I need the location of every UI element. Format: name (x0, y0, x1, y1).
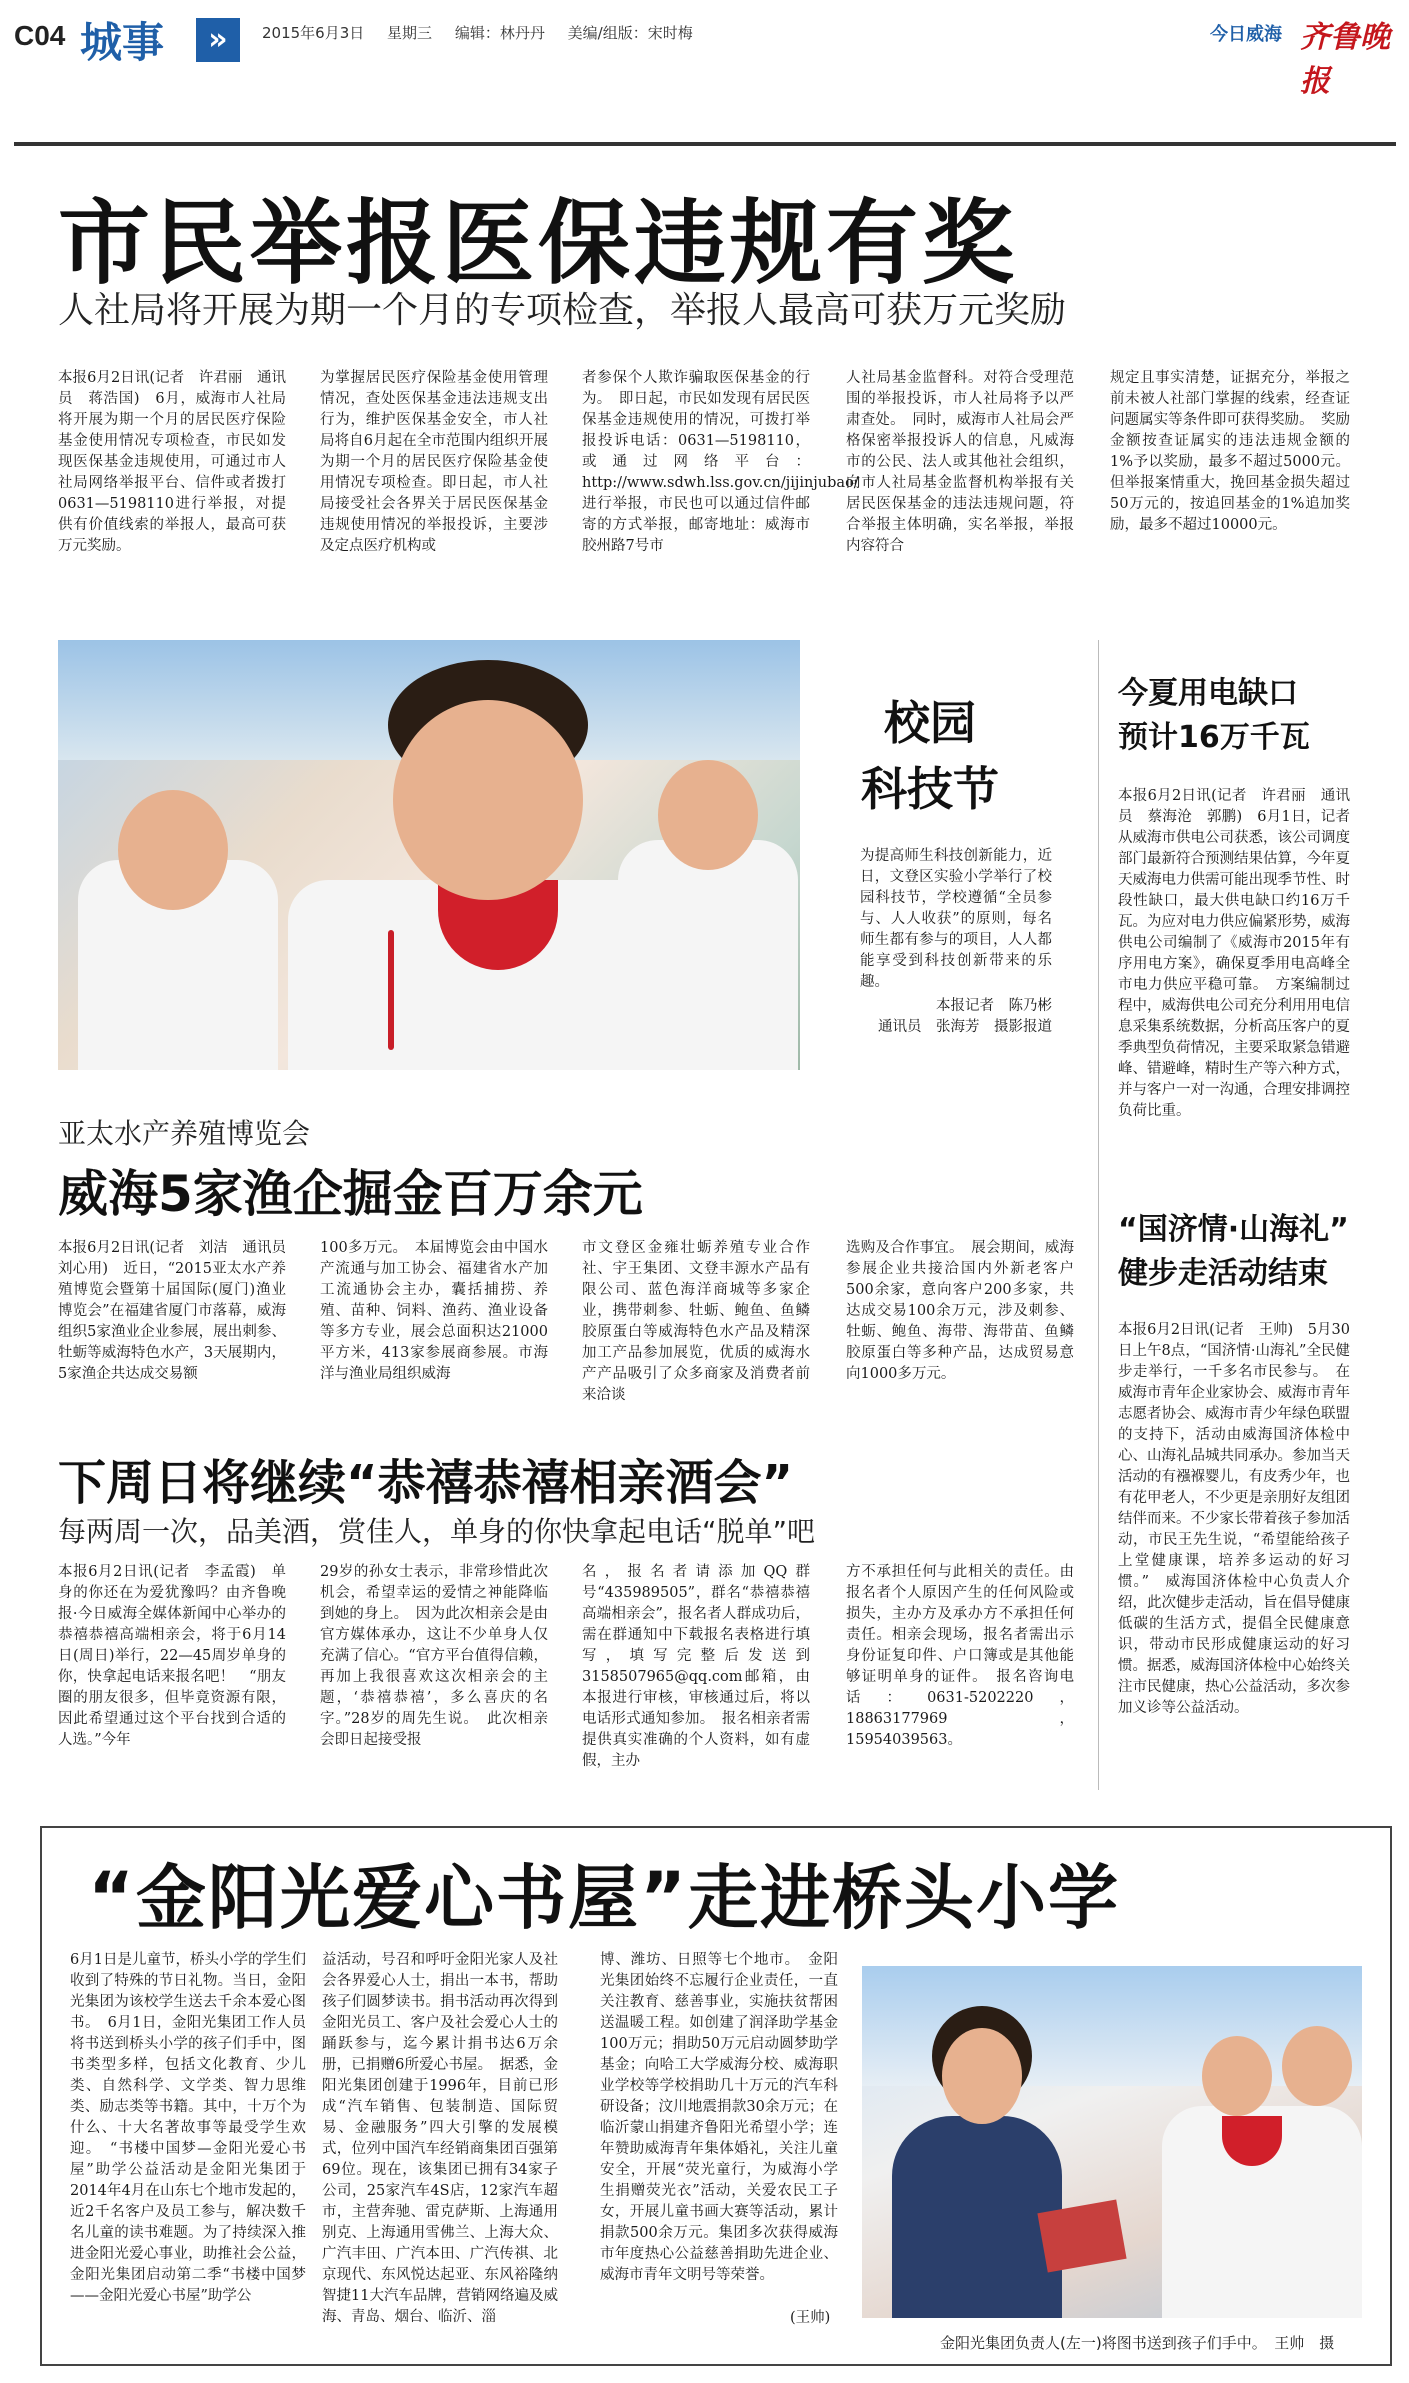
issue-weekday: 星期三 (387, 24, 433, 42)
lead-column-4: 人社局基金监督科。对符合受理范围的举报投诉，市人社局将予以严肃查处。 同时，威海市人社局会严格保密举报投诉人的信息，凡威海市的公民、法人或其他社会组织，向市人社局基金监督机构举报有关居民医保基金的违法违规问题，符合举报主体明确，实名举报，举报内容符合 (846, 370, 1074, 554)
issue-designer: 美编/组版：宋时梅 (567, 24, 693, 42)
book-column-1: 6月1日是儿童节，桥头小学的学生们收到了特殊的节日礼物。当日，金阳光集团为该校学生送去千余本爱心图书。 6月1日，金阳光集团工作人员将书送到桥头小学的孩子们手中，图书类型多样，包括文化教育、少儿类、自然科学、文学类、智力思维类、励志类等书籍。其中，十万个为什么、十大名著故事等最受学生欢迎。 “书楼中国梦—金阳光爱心书屋”助学公益活动是金阳光集团于2014年4月在山东七个地市发起的，近2千名客户及员工参与，解决数千名儿童的读书难题。为了持续深入推进金阳光爱心事业，助推社会公益，金阳光集团启动第二季“书楼中国梦——金阳光爱心书屋”助学公 (70, 1952, 306, 2304)
walk-body: 本报6月2日讯(记者 王帅) 5月30日上午8点，“国济情·山海礼”全民健步走举行，一千多名市民参与。 在威海市青年企业家协会、威海市青年志愿者协会、威海市青少年绿色联盟的支持下，活动由威海国济体检中心、山海礼品城共同承办。参加当天活动的有襁褓婴儿，有皮秀少年，也有花甲老人，不少更是亲朋好友组团结伴而来。不少家长带着孩子参加活动，市民王先生说，“希望能给孩子上堂健康课，培养多运动的好习惯。” 威海国济体检中心负责人介绍，此次健步走活动，旨在倡导健康低碳的生活方式，提倡全民健康意识，带动市民形成健康运动的好习惯。据悉，威海国济体检中心始终关注市民健康，热心公益活动，多次参加义诊等公益活动。 (1118, 1322, 1350, 1716)
walk-headline-line1: “国济情·山海礼” (1118, 1212, 1349, 1247)
book-column-2: 益活动，号召和呼吁金阳光家人及社会各界爱心人士，捐出一本书，帮助孩子们圆梦读书。捐书活动再次得到金阳光员工、客户及社会爱心人士的踊跃参与，迄今累计捐书达6万余册，已捐赠6所爱心书屋。 据悉，金阳光集团创建于1996年，目前已形成“汽车销售、包装制造、国际贸易、金融服务”四大引擎的发展模式，位列中国汽车经销商集团百强第69位。现在，该集团已拥有34家子公司，25家汽车4S店，12家汽车超市，主营奔驰、雷克萨斯、上海通用别克、上海通用雪佛兰、上海大众、广汽丰田、广汽本田、广汽传祺、北京现代、东风悦达起亚、东风裕隆纳智捷11大汽车品牌，营销网络遍及威海、青岛、烟台、临沂、淄 (322, 1952, 558, 2325)
lead-column-1: 本报6月2日讯(记者 许君丽 通讯员 蒋浩国) 6月，威海市人社局将开展为期一个月的居民医疗保险基金使用情况专项检查，市民如发现医保基金违规使用，可通过市人社局网络举报平台、信件或者拨打0631—5198110进行举报，对提供有价值线索的举报人，最高可获万元奖励。 (58, 370, 286, 554)
fish-headline: 威海5家渔企掘金百万余元 (58, 1165, 643, 1223)
issue-editor: 编辑：林丹丹 (454, 24, 545, 42)
issue-meta (262, 22, 711, 43)
today-weihai-label: 今日威海 (1210, 24, 1282, 45)
lead-column-3: 者参保个人欺诈骗取医保基金的行为。 即日起，市民如发现有居民医保基金违规使用的情况，可拨打举报投诉电话：0631—5198110，或通过网络平台：http://www.sdwh.lss.gov.cn/jijinjubao/进行举报，市民也可以通过信件邮寄的方式举报，邮寄地址：威海市胶州路7号市 (582, 370, 859, 554)
book-donation-photo (862, 1966, 1362, 2318)
campus-body: 为提高师生科技创新能力，近日，文登区实验小学举行了校园科技节，学校遵循“全员参与、人人收获”的原则，每名师生都有参与的项目，人人都能享受到科技创新带来的乐趣。 (860, 848, 1052, 990)
fish-column-1: 本报6月2日讯(记者 刘洁 通讯员 刘心用) 近日，“2015亚太水产养殖博览会暨第十届国际(厦门)渔业博览会”在福建省厦门市落幕，威海组织5家渔业企业参展，展出刺参、牡蛎等威海特色水产，3天展期内，5家渔企共达成交易额 (58, 1240, 301, 1382)
lead-subheadline: 人社局将开展为期一个月的专项检查，举报人最高可获万元奖励 (58, 290, 1067, 331)
chevron-right-icon: » (196, 18, 240, 62)
header-rule (14, 142, 1396, 146)
page-header (0, 0, 1409, 99)
date-event-column-4: 方不承担任何与此相关的责任。由报名者个人原因产生的任何风险或损失，主办方及承办方不承担任何责任。相亲会现场，报名者需出示身份证复印件、户口簿或是其他能够证明单身的证件。 报名咨询电话：0631-5202220，18863177969，15954039563。 (846, 1564, 1074, 1748)
right-column-rule (1098, 640, 1099, 1790)
campus-science-photo (58, 640, 800, 1070)
page-number: C04 (14, 20, 66, 51)
campus-headline-line2: 科技节 (861, 762, 999, 816)
campus-credit (860, 996, 1052, 1038)
lead-column-2: 为掌握居民医疗保险基金使用管理情况，查处医保基金违法违规支出行为，维护医保基金安全，市人社局将自6月起在全市范围内组织开展为期一个月的居民医疗保险基金使用情况专项检查。即日起，市人社局接受社会各界关于居民医保基金违规使用情况的举报投诉，主要涉及定点医疗机构或 (320, 370, 548, 554)
campus-credit-reporter: 本报记者 陈乃彬 (936, 998, 1052, 1014)
book-photo-caption: 金阳光集团负责人(左一)将图书送到孩子们手中。 王帅 摄 (940, 2334, 1335, 2352)
book-column-3: 博、潍坊、日照等七个地市。 金阳光集团始终不忘履行企业责任，一直关注教育、慈善事业，实施扶贫帮困送温暖工程。如创建了润泽助学基金100万元；捐助50万元启动圆梦助学基金；向哈工大学威海分校、威海职业学校等学校捐助几十万元的汽车科研设备；汶川地震捐款30余万元；在临沂蒙山捐建齐鲁阳光希望小学；连年赞助威海青年集体婚礼，关注儿童安全，开展“荧光童行，为威海小学生捐赠荧光衣”活动，关爱农民工子女，开展儿童书画大赛等活动，累计捐款500余万元。集团多次获得威海市年度热心公益慈善捐助先进企业、威海市青年文明号等荣誉。 (600, 1952, 838, 2283)
date-event-subheadline: 每两周一次，品美酒，赏佳人，单身的你快拿起电话“脱单”吧 (58, 1515, 816, 1548)
power-headline-line1: 今夏用电缺口 (1118, 676, 1298, 711)
issue-date: 2015年6月3日 (262, 24, 365, 42)
date-event-headline: 下周日将继续“恭禧恭禧相亲酒会” (58, 1455, 794, 1511)
book-byline: (王帅) (790, 2310, 831, 2326)
campus-headline (830, 690, 1030, 822)
campus-credit-photographer: 通讯员 张海芳 摄影报道 (878, 1019, 1052, 1035)
lead-headline: 市民举报医保违规有奖 (58, 190, 1019, 297)
fish-column-2: 100多万元。 本届博览会由中国水产流通与加工协会、福建省水产加工流通协会主办，囊括捕捞、养殖、苗种、饲料、渔药、渔业设备等多方专业，展会总面积达21000平方米，413家参展商参展。市海洋与渔业局组织威海 (320, 1240, 548, 1382)
fish-kicker: 亚太水产养殖博览会 (58, 1117, 311, 1150)
walk-headline (1118, 1208, 1388, 1296)
campus-headline-line1: 校园 (884, 696, 976, 750)
fish-column-4: 选购及合作事宜。 展会期间，威海参展企业共接洽国内外新老客户500余家，意向客户200多家，共达成交易100余万元，涉及刺参、牡蛎、鲍鱼、海带、海带苗、鱼鳞胶原蛋白等多种产品，达成贸易意向1000多万元。 (846, 1240, 1074, 1382)
lead-column-5: 规定且事实清楚，证据充分，举报之前未被人社部门掌握的线索，经查证问题属实等条件即可获得奖励。 奖励金额按查证属实的违法违规金额的1%予以奖励，最多不超过5000元。但举报案情重大，挽回基金损失超过50万元的，按追回基金的1%追加奖励，最多不超过10000元。 (1110, 370, 1350, 533)
paper-logo: 齐鲁晚报 (1300, 20, 1390, 99)
power-headline (1118, 672, 1378, 760)
date-event-column-1: 本报6月2日讯(记者 李孟霞) 单身的你还在为爱犹豫吗？由齐鲁晚报·今日威海全媒体新闻中心举办的恭禧恭禧高端相亲会，将于6月14日(周日)举行，22—45周岁单身的你，快拿起电话来报名吧！ “朋友圈的朋友很多，但毕竟资源有限，因此希望通过这个平台找到合适的人选。”今年 (58, 1564, 286, 1748)
book-headline: “金阳光爱心书屋”走进桥头小学 (88, 1857, 1121, 1939)
date-event-column-3: 名，报名者请添加QQ群号“435989505”，群名“恭禧恭禧高端相亲会”，报名者人群成功后，需在群通知中下载报名表格进行填写，填写完整后发送到3158507965@qq.com邮箱，由本报进行审核，审核通过后，将以电话形式通知参加。 报名相亲者需提供真实准确的个人资料，如有虚假，主办 (582, 1564, 810, 1769)
fish-column-3: 市文登区金雍壮蛎养殖专业合作社、宇王集团、文登丰源水产品有限公司、蓝色海洋商城等多家企业，携带刺参、牡蛎、鲍鱼、鱼鳞胶原蛋白等威海特色水产品及精深加工产品参加展览，优质的威海水产产品吸引了众多商家及消费者前来洽谈 (582, 1240, 810, 1403)
walk-headline-line2: 健步走活动结束 (1118, 1256, 1328, 1291)
power-headline-line2: 预计16万千瓦 (1118, 720, 1310, 755)
power-body: 本报6月2日讯(记者 许君丽 通讯员 蔡海沧 郭鹏) 6月1日，记者从威海市供电公司获悉，该公司调度部门最新符合预测结果估算，今年夏天威海电力供需可能出现季节性、时段性缺口，最大供电缺口约16万千瓦。为应对电力供应偏紧形势，威海供电公司编制了《威海市2015年有序用电方案》，确保夏季用电高峰全市电力供应平稳可靠。 方案编制过程中，威海供电公司充分利用用电信息采集系统数据，分析高压客户的夏季典型负荷情况，主要采取紧急错避峰、错避峰，精时生产等六种方式，并与客户一对一沟通，合理安排调控负荷比重。 (1118, 788, 1350, 1119)
section-title: 城事 (80, 18, 165, 67)
date-event-column-2: 29岁的孙女士表示，非常珍惜此次机会，希望幸运的爱情之神能降临到她的身上。 因为此次相亲会是由官方媒体承办，这让不少单身人仅充满了信心。“官方平台值得信赖，再加上我很喜欢这次相亲会的主题，‘恭禧恭禧’，多么喜庆的名字。”28岁的周先生说。 此次相亲会即日起接受报 (320, 1564, 548, 1748)
